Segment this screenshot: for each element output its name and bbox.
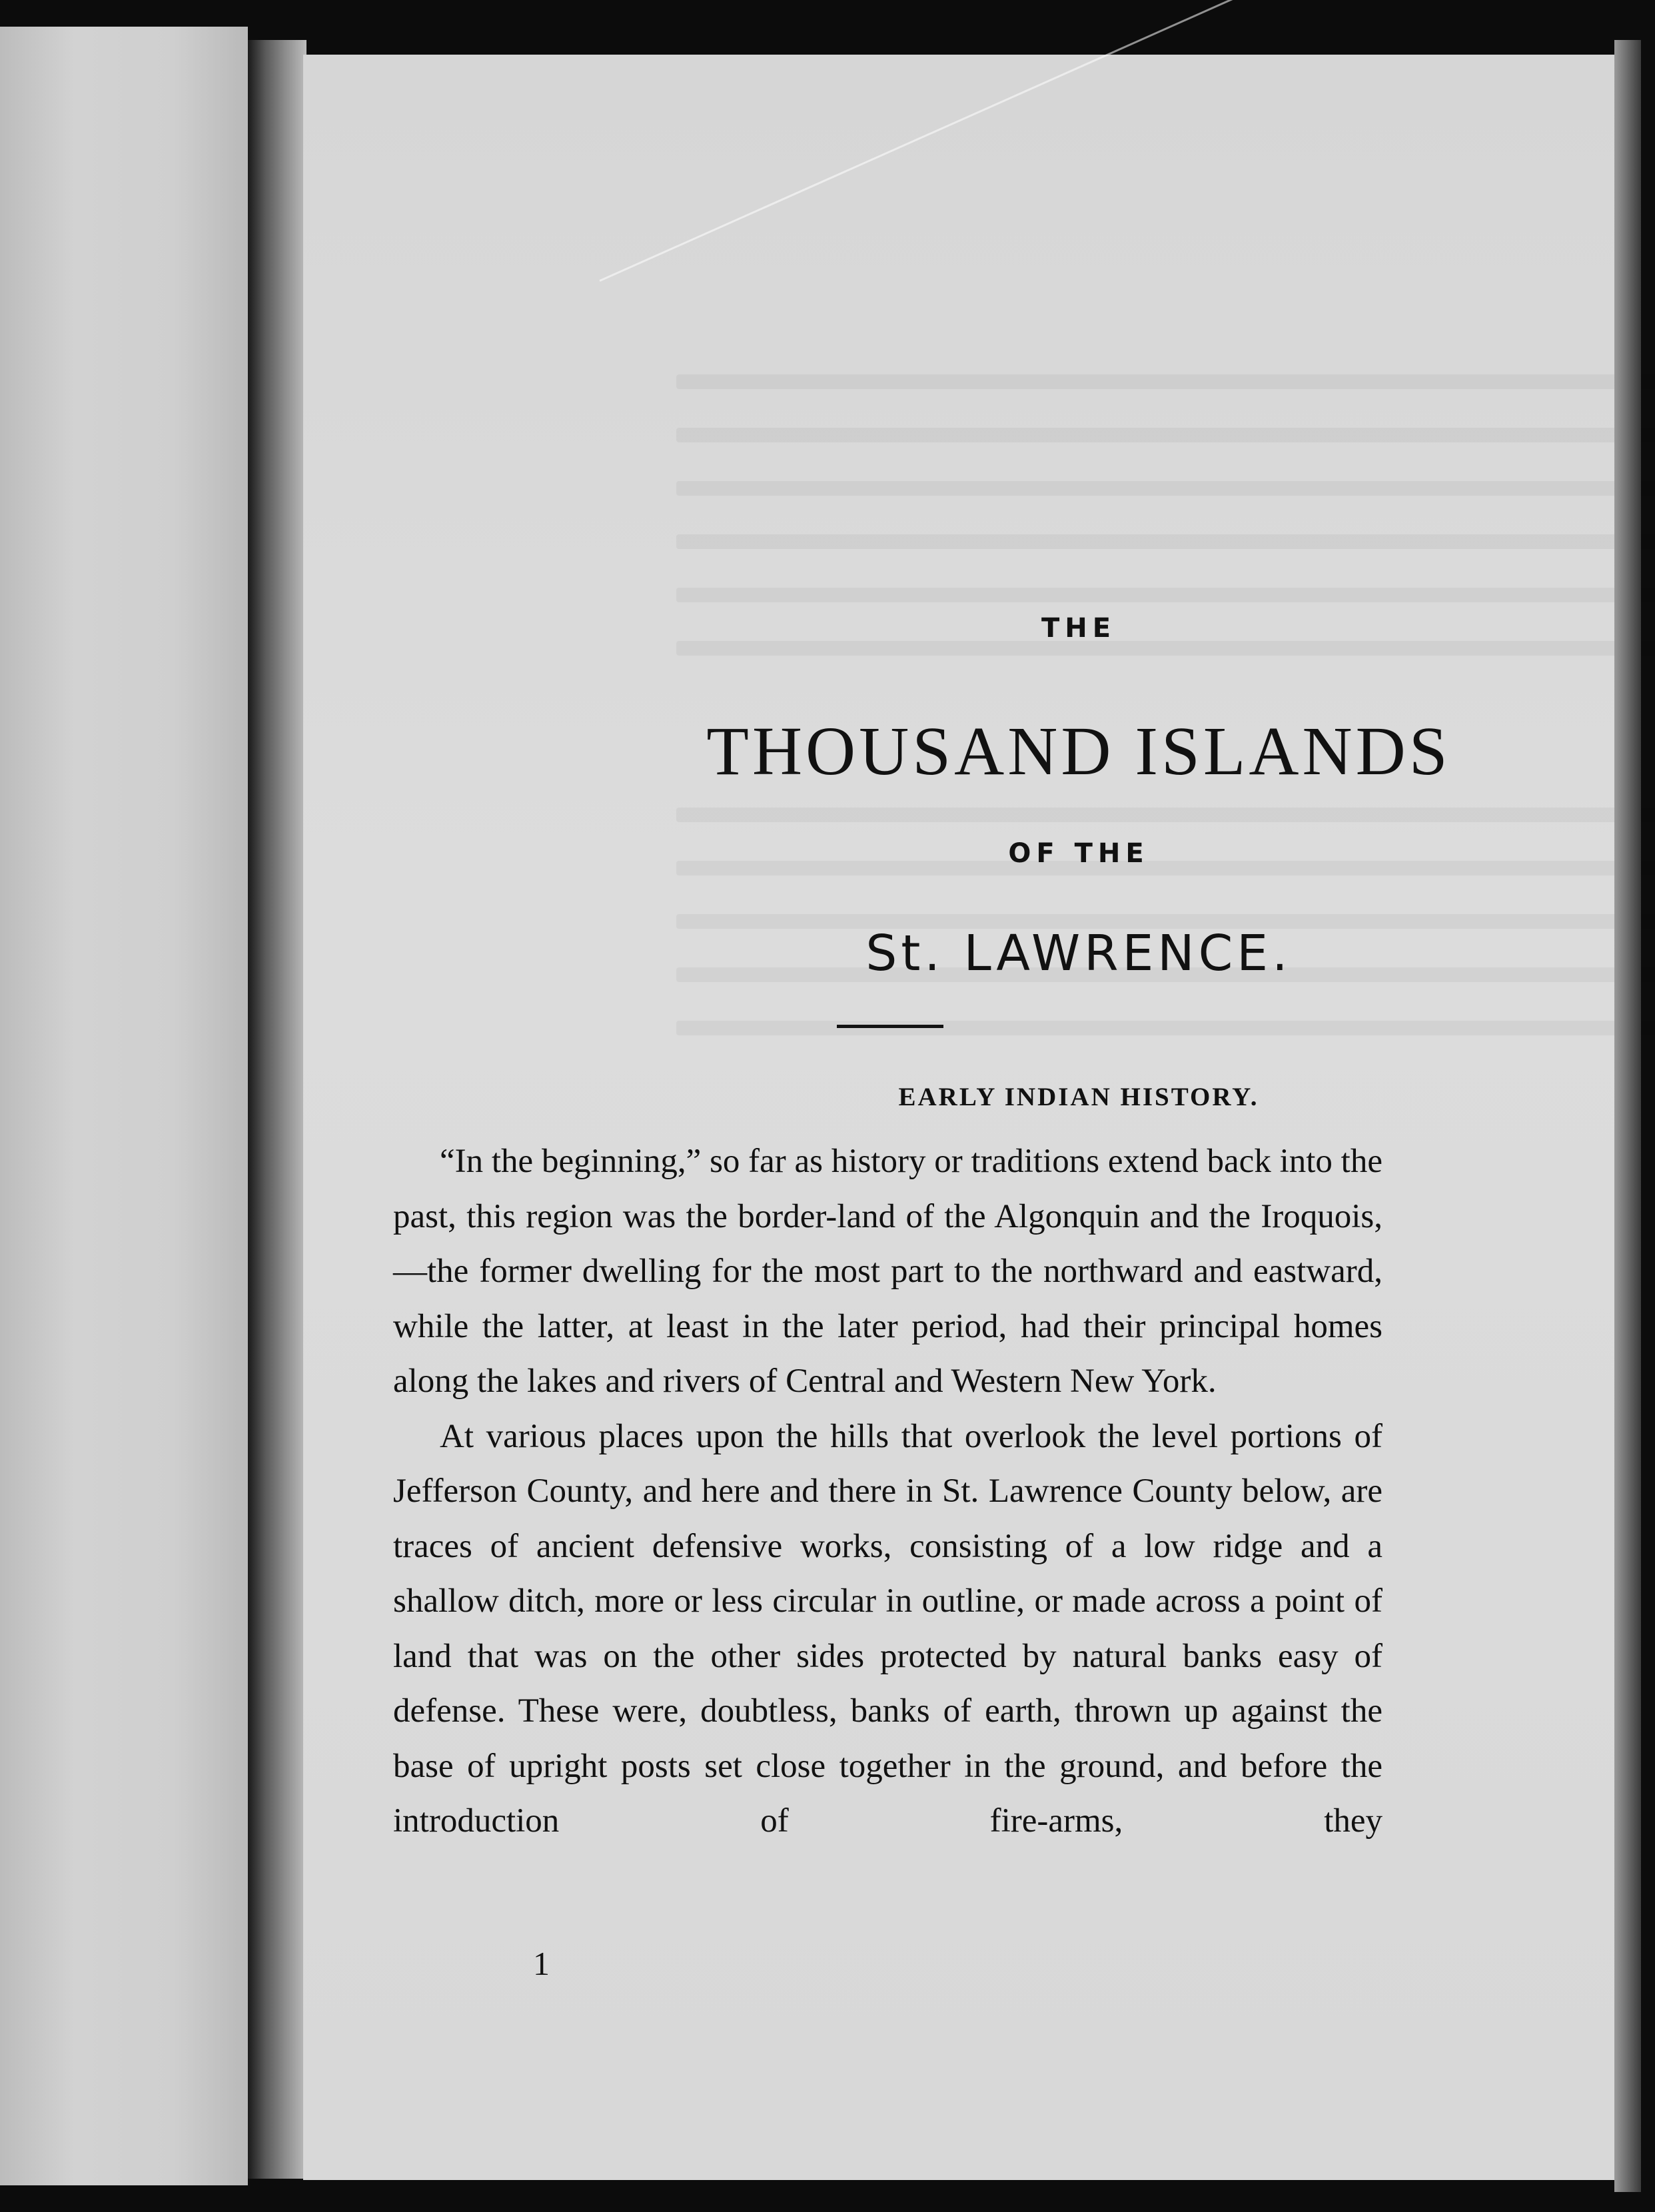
page-number: 1 <box>533 1945 550 1982</box>
show-through-text <box>676 428 1655 442</box>
paragraph: At various places upon the hills that overlook the level portions of Jefferson County, and here and there in St. Lawrence County below, are traces of ancient defensive works, consisting of a low ridge and a shallow ditch, more or less circular in outline, or made across a point of land that was on the other sides protected by natural banks easy of defense. These were, doubtless, banks of earth, thrown up against the base of upright posts set close together in the ground, and before the introduction of fire-arms, they <box>393 1417 1382 1840</box>
title-prefix: THE <box>1041 613 1117 644</box>
title-rule <box>837 1025 943 1028</box>
left-page <box>0 27 248 2185</box>
show-through-text <box>676 481 1655 496</box>
show-through-text <box>676 1021 1655 1035</box>
show-through-text <box>676 534 1655 549</box>
book-gutter <box>248 40 306 2179</box>
show-through-text <box>676 588 1655 602</box>
book-title: THOUSAND ISLANDS <box>706 713 1451 790</box>
paragraph: “In the beginning,” so far as history or traditions extend back into the past, this region was the border-land of the Algonquin and the Iroquois,—the former dwelling for the most part to the northward and eastward, while the latter, at least in the later period, had their principal homes along the lakes and rivers of Central and Western New York. <box>393 1143 1382 1400</box>
title-connector: OF THE <box>1008 838 1149 869</box>
body-text <box>393 1134 1382 1849</box>
show-through-text <box>676 374 1655 389</box>
book-subtitle: St. LAWRENCE. <box>865 925 1292 982</box>
book-page <box>303 55 1614 2180</box>
show-through-text <box>676 808 1655 822</box>
section-heading: EARLY INDIAN HISTORY. <box>898 1083 1259 1111</box>
page-edge <box>1614 40 1641 2192</box>
